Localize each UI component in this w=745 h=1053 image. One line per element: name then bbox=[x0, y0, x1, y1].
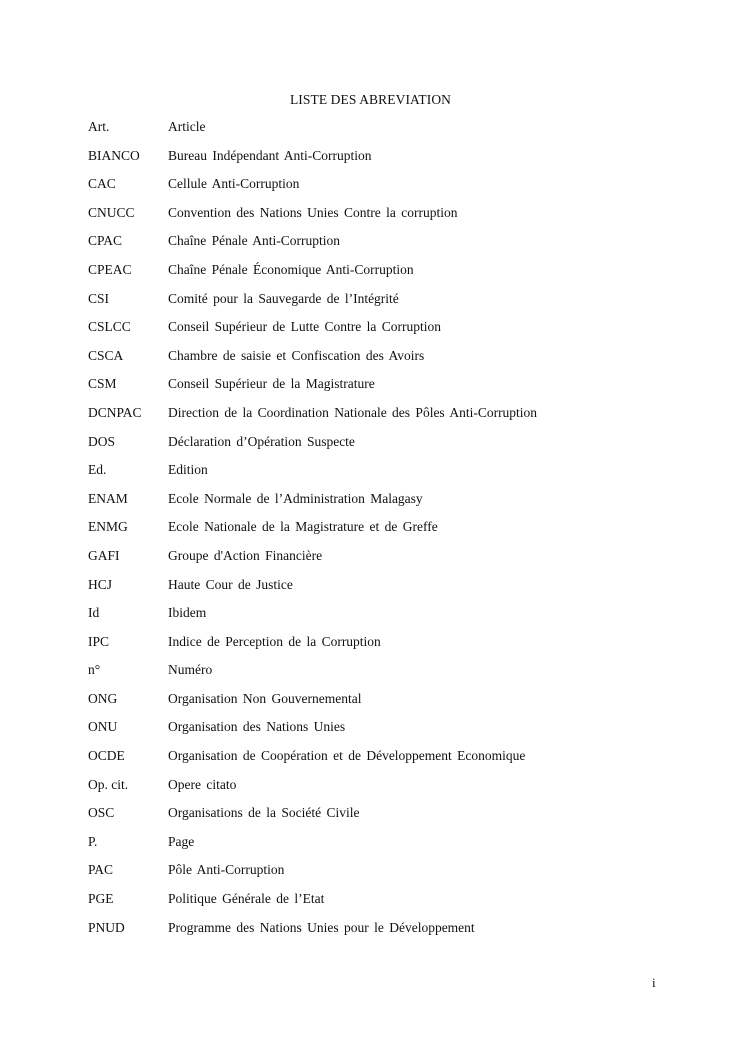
abbreviation: HCJ bbox=[88, 576, 113, 592]
list-item bbox=[88, 489, 708, 518]
definition: Déclaration d’Opération Suspecte bbox=[168, 433, 355, 449]
definition: Organisation de Coopération et de Développement Economique bbox=[168, 748, 526, 764]
list-item bbox=[88, 146, 708, 175]
abbreviation: CSI bbox=[88, 290, 110, 306]
abbreviation-list bbox=[88, 117, 708, 946]
abbreviation: BIANCO bbox=[88, 147, 140, 163]
list-item bbox=[88, 832, 708, 861]
definition: Conseil Supérieur de Lutte Contre la Corruption bbox=[168, 319, 441, 335]
abbreviation: ENAM bbox=[88, 490, 128, 506]
abbreviation: Art. bbox=[88, 119, 110, 134]
abbreviation: DOS bbox=[88, 433, 116, 449]
abbreviation: PAC bbox=[88, 862, 114, 878]
definition: Ecole Normale de l’Administration Malagasy bbox=[168, 490, 423, 506]
definition: Page bbox=[168, 833, 195, 849]
abbreviation: CAC bbox=[88, 176, 116, 192]
abbreviation: OSC bbox=[88, 805, 115, 821]
definition: Bureau Indépendant Anti-Corruption bbox=[168, 147, 372, 163]
definition: Haute Cour de Justice bbox=[168, 576, 293, 592]
abbreviation: n° bbox=[88, 662, 101, 678]
list-item bbox=[88, 346, 708, 375]
abbreviation: CSCA bbox=[88, 347, 124, 363]
abbreviation: OCDE bbox=[88, 748, 125, 764]
definition: Organisation Non Gouvernemental bbox=[168, 690, 362, 706]
list-item bbox=[88, 174, 708, 203]
page-number: i bbox=[652, 975, 656, 990]
abbreviation: P. bbox=[88, 833, 98, 849]
list-item bbox=[88, 231, 708, 260]
list-item bbox=[88, 632, 708, 661]
list-item bbox=[88, 746, 708, 775]
list-item bbox=[88, 546, 708, 575]
list-item bbox=[88, 517, 708, 546]
definition: Article bbox=[168, 119, 206, 134]
abbreviation: GAFI bbox=[88, 547, 120, 563]
abbreviation: Ed. bbox=[88, 462, 107, 478]
abbreviation: IPC bbox=[88, 633, 110, 649]
list-item bbox=[88, 918, 708, 947]
list-item bbox=[88, 460, 708, 489]
definition: Organisations de la Société Civile bbox=[168, 805, 360, 821]
list-item bbox=[88, 860, 708, 889]
page-title-text: LISTE DES ABREVIATION bbox=[289, 92, 452, 107]
definition: Numéro bbox=[168, 662, 213, 678]
definition: Indice de Perception de la Corruption bbox=[168, 633, 381, 649]
definition: Pôle Anti-Corruption bbox=[168, 862, 285, 878]
definition: Edition bbox=[168, 462, 208, 478]
abbreviation: PGE bbox=[88, 891, 114, 907]
abbreviation: CSLCC bbox=[88, 319, 131, 335]
definition: Cellule Anti-Corruption bbox=[168, 176, 300, 192]
page-title bbox=[0, 92, 745, 108]
abbreviation: ONU bbox=[88, 719, 118, 735]
list-item bbox=[88, 432, 708, 461]
abbreviation: PNUD bbox=[88, 919, 125, 935]
abbreviation: ENMG bbox=[88, 519, 128, 535]
abbreviation: Op. cit. bbox=[88, 776, 129, 792]
abbreviation: DCNPAC bbox=[88, 404, 142, 420]
list-item bbox=[88, 603, 708, 632]
definition: Opere citato bbox=[168, 776, 237, 792]
definition: Conseil Supérieur de la Magistrature bbox=[168, 376, 375, 392]
list-item bbox=[88, 289, 708, 318]
abbreviation: ONG bbox=[88, 690, 118, 706]
abbreviation: CPAC bbox=[88, 233, 123, 249]
list-item bbox=[88, 403, 708, 432]
list-item bbox=[88, 803, 708, 832]
abbreviation: CPEAC bbox=[88, 261, 132, 277]
abbreviation: CNUCC bbox=[88, 204, 135, 220]
list-item bbox=[88, 203, 708, 232]
definition: Programme des Nations Unies pour le Développement bbox=[168, 919, 475, 935]
list-item bbox=[88, 775, 708, 804]
definition: Ibidem bbox=[168, 605, 207, 621]
definition: Chambre de saisie et Confiscation des Avoirs bbox=[168, 347, 425, 363]
definition: Politique Générale de l’Etat bbox=[168, 891, 325, 907]
list-item bbox=[88, 717, 708, 746]
definition: Groupe d'Action Financière bbox=[168, 547, 323, 563]
definition: Organisation des Nations Unies bbox=[168, 719, 346, 735]
definition: Convention des Nations Unies Contre la corruption bbox=[168, 204, 458, 220]
list-item bbox=[88, 374, 708, 403]
list-item bbox=[88, 260, 708, 289]
list-item bbox=[88, 889, 708, 918]
list-item bbox=[88, 689, 708, 718]
definition: Chaîne Pénale Économique Anti-Corruption bbox=[168, 261, 414, 277]
abbreviation: CSM bbox=[88, 376, 117, 392]
definition: Chaîne Pénale Anti-Corruption bbox=[168, 233, 340, 249]
definition: Ecole Nationale de la Magistrature et de Greffe bbox=[168, 519, 438, 535]
list-item bbox=[88, 117, 708, 146]
abbreviation: Id bbox=[88, 605, 100, 621]
definition: Comité pour la Sauvegarde de l’Intégrité bbox=[168, 290, 399, 306]
list-item bbox=[88, 317, 708, 346]
definition: Direction de la Coordination Nationale des Pôles Anti-Corruption bbox=[168, 404, 538, 420]
list-item bbox=[88, 575, 708, 604]
list-item bbox=[88, 660, 708, 689]
